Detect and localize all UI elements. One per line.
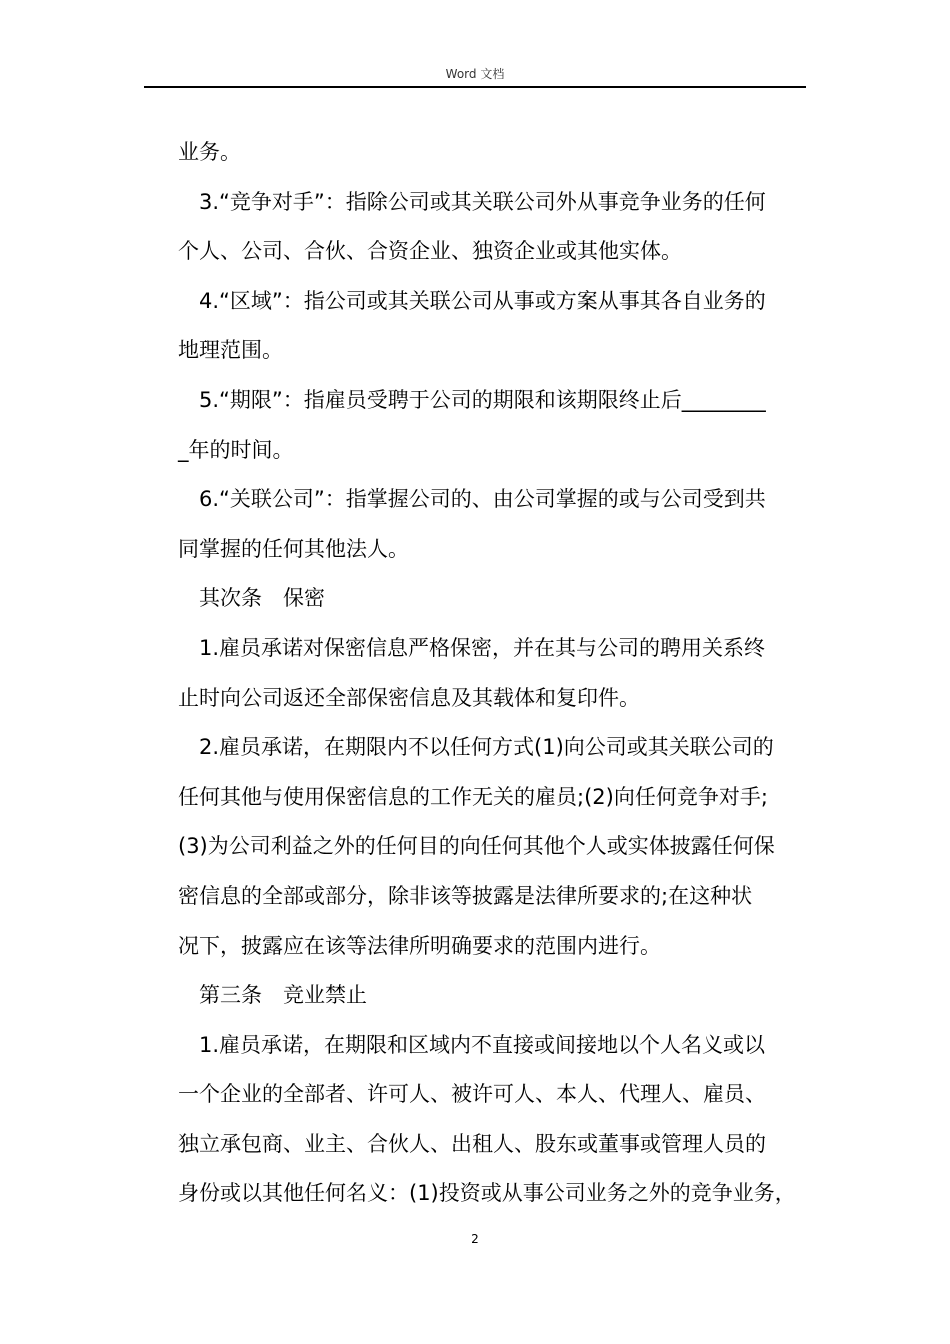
text-line: 止时向公司返还全部保密信息及其载体和复印件。 <box>178 685 640 710</box>
text-line: 任何其他与使用保密信息的工作无关的雇员;(2)向任何竞争对手; <box>178 784 768 809</box>
text-line: 第三条 竞业禁止 <box>199 983 367 1008</box>
text-line: 1.雇员承诺，在期限和区域内不直接或间接地以个人名义或以 <box>199 1032 766 1057</box>
text-line: 同掌握的任何其他法人。 <box>178 536 409 561</box>
page-header: Word 文档 <box>445 67 505 81</box>
text-line: 4.“区域”：指公司或其关联公司从事或方案从事其各自业务的 <box>199 288 766 313</box>
page-number: 2 <box>471 1232 479 1246</box>
text-line: 个人、公司、合伙、合资企业、独资企业或其他实体。 <box>178 239 682 264</box>
body-text <box>178 128 808 1219</box>
text-line: 一个企业的全部者、许可人、被许可人、本人、代理人、雇员、 <box>178 1082 766 1107</box>
text-line: (3)为公司利益之外的任何目的向任何其他个人或实体披露任何保 <box>178 834 775 859</box>
text-line: 身份或以其他任何名义：(1)投资或从事公司业务之外的竞争业务， <box>178 1181 796 1206</box>
text-line: 5.“期限”：指雇员受聘于公司的期限和该期限终止后________ <box>199 387 766 412</box>
text-line: 业务。 <box>178 140 241 164</box>
text-line: _年的时间。 <box>178 437 294 462</box>
text-line: 6.“关联公司”：指掌握公司的、由公司掌握的或与公司受到共 <box>199 487 766 512</box>
text-line: 地理范围。 <box>178 338 283 363</box>
text-line: 况下，披露应在该等法律所明确要求的范围内进行。 <box>178 933 661 958</box>
text-line: 其次条 保密 <box>199 586 325 611</box>
header-rule <box>144 86 806 88</box>
text-line: 密信息的全部或部分，除非该等披露是法律所要求的;在这种状 <box>178 883 753 908</box>
text-line: 2.雇员承诺，在期限内不以任何方式(1)向公司或其关联公司的 <box>199 735 774 760</box>
text-line: 1.雇员承诺对保密信息严格保密，并在其与公司的聘用关系终 <box>199 635 766 660</box>
text-line: 独立承包商、业主、合伙人、出租人、股东或董事或管理人员的 <box>178 1131 766 1156</box>
text-line: 3.“竞争对手”：指除公司或其关联公司外从事竞争业务的任何 <box>199 189 766 214</box>
